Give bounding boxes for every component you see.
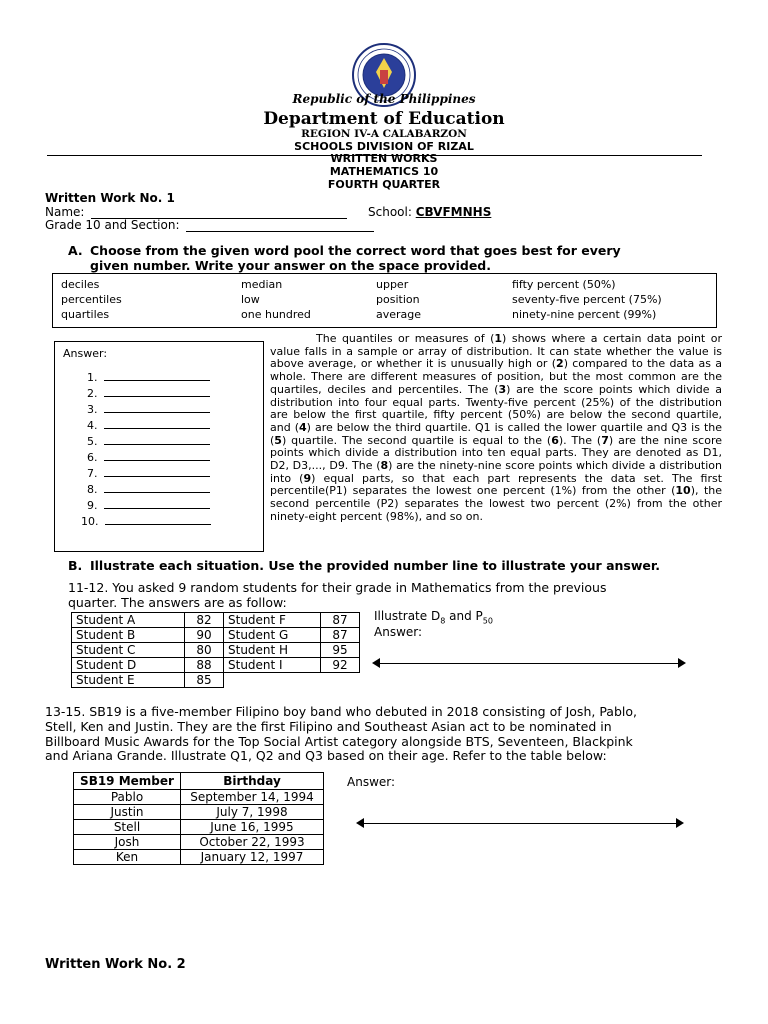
answer-number: 8. bbox=[87, 483, 98, 496]
table-cell: 95 bbox=[321, 643, 360, 658]
q13-15-text-3: Billboard Music Awards for the Top Social Artist category alongside BTS, Seventeen, Blackpink bbox=[45, 734, 633, 749]
paragraph-text: ) shows where a certain data point or value falls in a sample or array of distribution. It can state whether the value is above average, or whether it is unusually high or ( bbox=[270, 332, 722, 371]
pool-word: low bbox=[241, 293, 260, 306]
part-a-letter: A. bbox=[68, 243, 83, 258]
school-value: CBVFMNHS bbox=[415, 205, 492, 219]
table-cell: Student H bbox=[224, 643, 321, 658]
table-row bbox=[72, 673, 360, 688]
pool-word: quartiles bbox=[61, 308, 110, 321]
pool-word: fifty percent (50%) bbox=[512, 278, 616, 291]
pool-word: median bbox=[241, 278, 283, 291]
table-cell: Student A bbox=[72, 613, 185, 628]
subject-heading: MATHEMATICS 10 bbox=[329, 165, 439, 178]
answer-item[interactable] bbox=[87, 467, 210, 480]
table-row bbox=[74, 820, 324, 835]
table-row bbox=[74, 790, 324, 805]
q13-15-text-2: Stell, Ken and Justin. They are the first Filipino and Southeast Asian act to be nominated in bbox=[45, 719, 612, 734]
paragraph-text: ). The ( bbox=[558, 433, 602, 447]
pool-word: seventy-five percent (75%) bbox=[512, 293, 662, 306]
table-row bbox=[72, 658, 360, 673]
answer-label-1112: Answer: bbox=[374, 625, 423, 639]
answer-number: 3. bbox=[87, 403, 98, 416]
blank-number: 4 bbox=[299, 420, 307, 434]
written-work-1-title: Written Work No. 1 bbox=[45, 191, 175, 205]
answer-number: 10. bbox=[81, 515, 99, 528]
answer-number: 9. bbox=[87, 499, 98, 512]
answer-blank[interactable] bbox=[104, 467, 210, 477]
table-cell: Justin bbox=[74, 805, 181, 820]
pool-word: percentiles bbox=[61, 293, 122, 306]
paragraph-text: ) are the nine score points which divide a distribution into ten equal parts. They are denoted as D1, D2, D3,..., D9. The ( bbox=[270, 433, 722, 473]
paragraph-text: ) are the ninety-nine score points which divide a distribution into ( bbox=[270, 459, 722, 485]
answer-number: 7. bbox=[87, 467, 98, 480]
answer-item[interactable] bbox=[87, 371, 210, 384]
illustrate-sub: 8 bbox=[440, 616, 446, 626]
paragraph-text: ) compared to the data as a whole. There are different measures of position, but the most common are the quartiles, deciles and percentiles. The ( bbox=[270, 357, 723, 396]
word-pool bbox=[52, 273, 717, 328]
table-cell: January 12, 1997 bbox=[181, 850, 324, 865]
blank-number: 6 bbox=[551, 433, 559, 447]
blank-number: 3 bbox=[498, 382, 507, 396]
table-cell: Student G bbox=[224, 628, 321, 643]
blank-number: 7 bbox=[601, 433, 609, 447]
answer-label-1315: Answer: bbox=[347, 775, 396, 789]
table-row bbox=[72, 613, 360, 628]
pool-word: ninety-nine percent (99%) bbox=[512, 308, 657, 321]
answer-blank[interactable] bbox=[104, 387, 210, 397]
table-cell: September 14, 1994 bbox=[181, 790, 324, 805]
answer-item[interactable] bbox=[81, 515, 211, 528]
paragraph-text: ) equal parts, so that each part represents the data set. The first percentile(P1) separates the lowest one percent (1%) from the other ( bbox=[270, 471, 723, 498]
table-row bbox=[74, 850, 324, 865]
school-label: School: bbox=[368, 205, 412, 219]
grades-table bbox=[71, 612, 360, 688]
part-b-letter: B. bbox=[68, 558, 83, 573]
pool-word: position bbox=[376, 293, 420, 306]
illustrate-d8-p50 bbox=[374, 609, 493, 625]
table-cell: Student C bbox=[72, 643, 185, 658]
answer-item[interactable] bbox=[87, 387, 210, 400]
blank-number: 2 bbox=[556, 357, 564, 371]
written-work-2-title: Written Work No. 2 bbox=[45, 957, 186, 972]
grade-section-field[interactable] bbox=[186, 219, 374, 232]
table-cell: Student E bbox=[72, 673, 185, 688]
paragraph-text: ), the second percentile (P2) separates the lowest two percent (2%) from the other ninety-eight percent (98%), and so on. bbox=[270, 484, 722, 523]
table-cell: 92 bbox=[321, 658, 360, 673]
answer-blank[interactable] bbox=[104, 451, 210, 461]
table-cell: Student D bbox=[72, 658, 185, 673]
answer-item[interactable] bbox=[87, 483, 210, 496]
table-cell: October 22, 1993 bbox=[181, 835, 324, 850]
table-row bbox=[72, 643, 360, 658]
table-cell: Student F bbox=[224, 613, 321, 628]
grade-label: Grade 10 and Section: bbox=[45, 218, 180, 232]
paragraph-text: ) are below the third quartile. Q1 is called the lower quartile and Q3 is the ( bbox=[270, 420, 723, 447]
answer-blank[interactable] bbox=[105, 515, 211, 525]
table-cell: Student B bbox=[72, 628, 185, 643]
q11-12-text-2: quarter. The answers are as follow: bbox=[68, 595, 287, 610]
written-works-heading: WRITTEN WORKS bbox=[330, 152, 438, 165]
name-label: Name: bbox=[45, 205, 85, 219]
q11-12-text-1: 11-12. You asked 9 random students for their grade in Mathematics from the previous bbox=[68, 580, 607, 595]
answer-blank[interactable] bbox=[104, 435, 210, 445]
table-cell: 88 bbox=[185, 658, 224, 673]
answer-item[interactable] bbox=[87, 499, 210, 512]
illustrate-text: Illustrate D bbox=[374, 609, 441, 623]
answer-item[interactable] bbox=[87, 419, 210, 432]
table-cell: Student I bbox=[224, 658, 321, 673]
answer-blank[interactable] bbox=[104, 419, 210, 429]
table-cell: 85 bbox=[185, 673, 224, 688]
name-row bbox=[45, 205, 347, 219]
part-a-instruction-1: Choose from the given word pool the correct word that goes best for every bbox=[90, 243, 621, 258]
sb19-header-birthday: Birthday bbox=[181, 773, 324, 790]
table-cell: 87 bbox=[321, 613, 360, 628]
blank-number: 5 bbox=[274, 433, 282, 447]
answer-number: 6. bbox=[87, 451, 98, 464]
table-row bbox=[74, 805, 324, 820]
table-cell: Stell bbox=[74, 820, 181, 835]
answer-item[interactable] bbox=[87, 403, 210, 416]
answer-number: 5. bbox=[87, 435, 98, 448]
answer-blank[interactable] bbox=[104, 483, 210, 493]
table-cell: June 16, 1995 bbox=[181, 820, 324, 835]
school-row bbox=[368, 205, 491, 219]
paragraph-text: The quantiles or measures of ( bbox=[316, 332, 495, 345]
table-cell: Pablo bbox=[74, 790, 181, 805]
answer-number: 1. bbox=[87, 371, 98, 384]
table-cell: Josh bbox=[74, 835, 181, 850]
division-heading: SCHOOLS DIVISION OF RIZAL bbox=[294, 140, 474, 153]
table-cell-empty bbox=[224, 673, 360, 688]
pool-word: deciles bbox=[61, 278, 100, 291]
table-cell: 80 bbox=[185, 643, 224, 658]
blank-number: 8 bbox=[380, 459, 389, 473]
pool-word: average bbox=[376, 308, 422, 321]
republic-heading: Republic of the Philippines bbox=[292, 92, 476, 106]
table-cell: July 7, 1998 bbox=[181, 805, 324, 820]
illustrate-text: and P bbox=[445, 609, 483, 623]
table-cell: 82 bbox=[185, 613, 224, 628]
table-cell: 90 bbox=[185, 628, 224, 643]
answer-number: 2. bbox=[87, 387, 98, 400]
sb19-header-member: SB19 Member bbox=[74, 773, 181, 790]
illustrate-sub: 50 bbox=[482, 616, 493, 626]
blank-number: 1 bbox=[494, 332, 503, 345]
sb19-table bbox=[73, 772, 324, 865]
answer-blank[interactable] bbox=[104, 499, 210, 509]
table-row bbox=[72, 628, 360, 643]
answer-blank[interactable] bbox=[104, 371, 210, 381]
table-cell: Ken bbox=[74, 850, 181, 865]
paragraph-text: ) are the score points which divide a distribution into four equal parts. Twenty-five percent (25%) of the distribution are below the first quartile, fifty percent (50%) are below the second quartile, and ( bbox=[270, 382, 722, 434]
paragraph-text: ) quartile. The second quartile is equal to the ( bbox=[281, 433, 552, 447]
pool-word: upper bbox=[376, 278, 409, 291]
table-cell: 87 bbox=[321, 628, 360, 643]
pool-word: one hundred bbox=[241, 308, 311, 321]
region-heading: REGION IV-A CALABARZON bbox=[301, 128, 467, 140]
part-b-instruction: Illustrate each situation. Use the provided number line to illustrate your answer. bbox=[90, 558, 661, 573]
department-heading: Department of Education bbox=[263, 109, 505, 129]
part-a-instruction-2: given number. Write your answer on the space provided. bbox=[90, 258, 491, 273]
answer-number: 4. bbox=[87, 419, 98, 432]
q13-15-text-4: and Ariana Grande. Illustrate Q1, Q2 and Q3 based on their age. Refer to the table below: bbox=[45, 748, 607, 763]
grade-row bbox=[45, 218, 374, 232]
answer-blank[interactable] bbox=[104, 403, 210, 413]
answer-item[interactable] bbox=[87, 435, 210, 448]
quarter-heading: FOURTH QUARTER bbox=[327, 178, 441, 191]
blank-number: 10 bbox=[675, 484, 691, 498]
answer-box bbox=[54, 341, 264, 552]
blank-number: 9 bbox=[303, 471, 312, 485]
quantiles-paragraph bbox=[270, 333, 722, 524]
table-row bbox=[74, 835, 324, 850]
answer-item[interactable] bbox=[87, 451, 210, 464]
answer-label: Answer: bbox=[63, 347, 108, 360]
q13-15-text-1: 13-15. SB19 is a five-member Filipino boy band who debuted in 2018 consisting of Josh, Pablo, bbox=[45, 704, 637, 719]
